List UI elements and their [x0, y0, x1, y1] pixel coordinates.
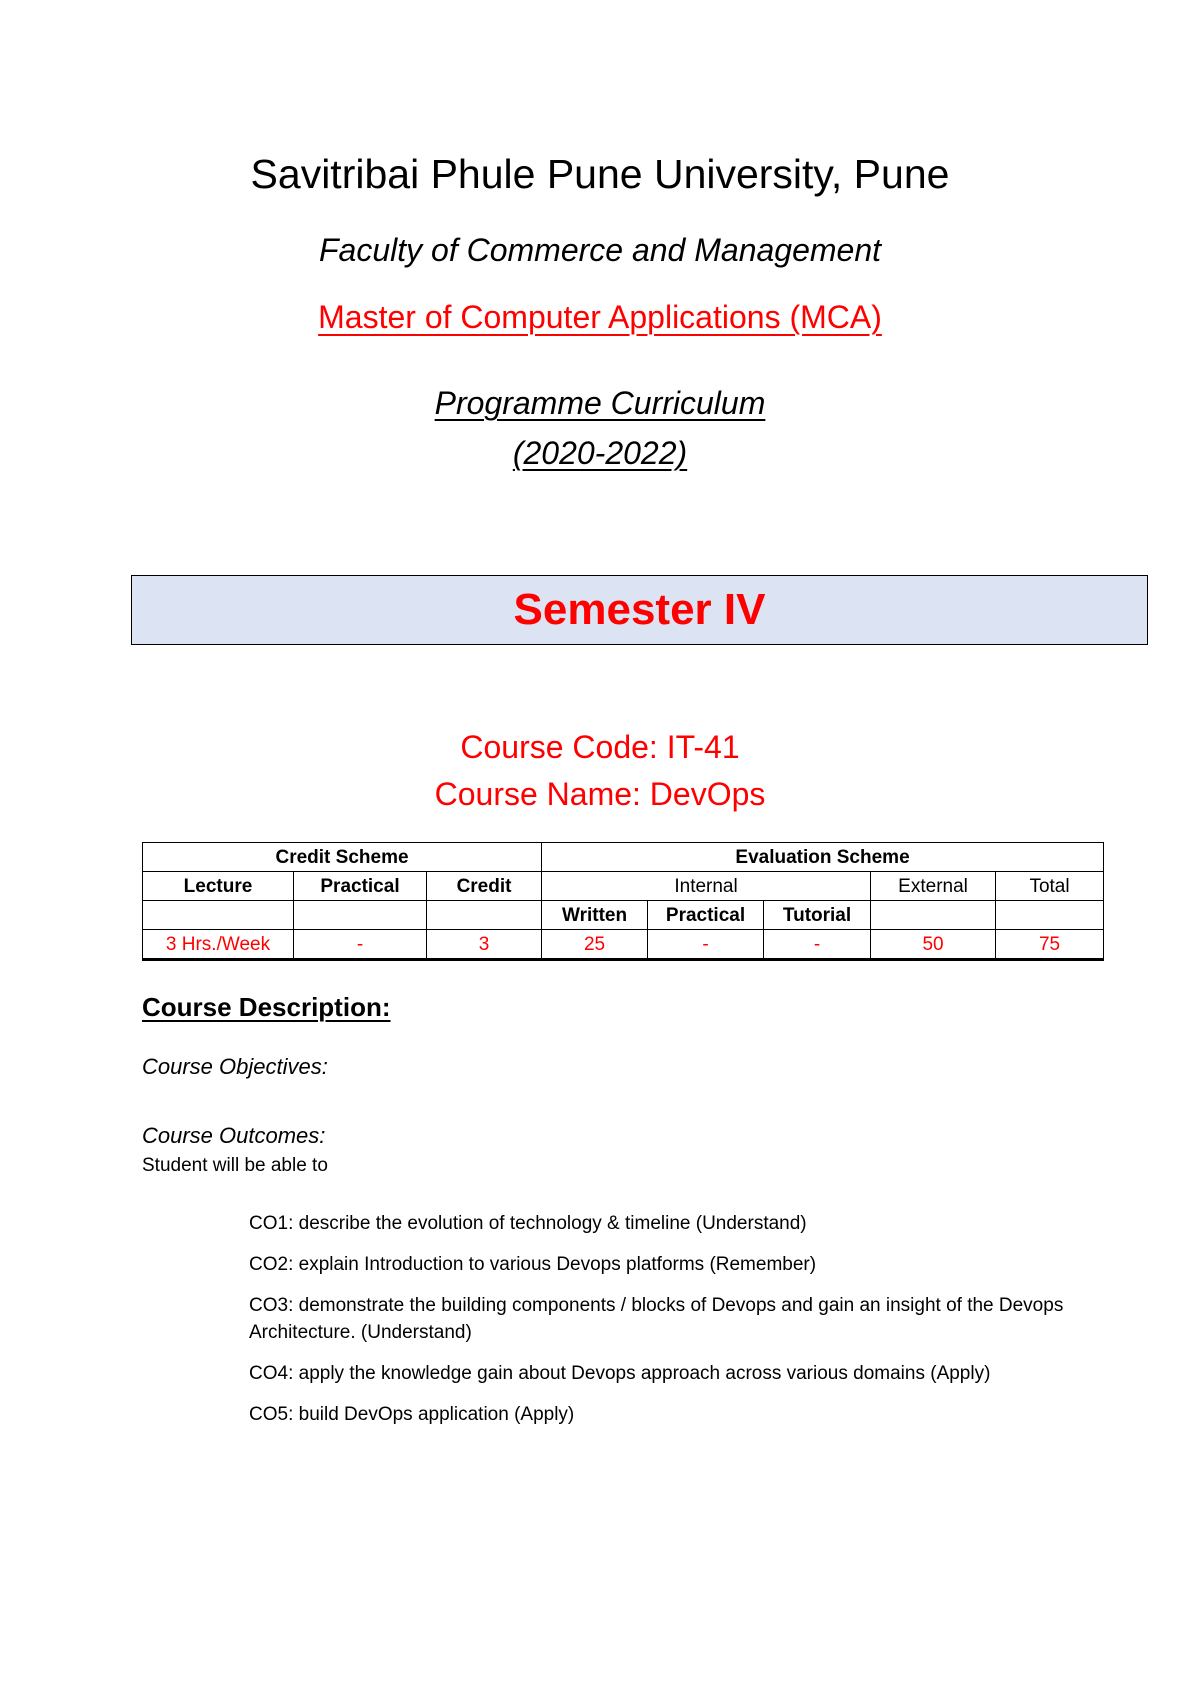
course-code: Course Code: IT-41 [460, 729, 740, 765]
written-header: Written [542, 901, 648, 930]
internal-practical-header: Practical [648, 901, 764, 930]
outcome-item: CO2: explain Introduction to various Devops platforms (Remember) [249, 1254, 817, 1275]
empty-cell [143, 901, 294, 930]
tutorial-header: Tutorial [764, 901, 871, 930]
internal-header: Internal [542, 872, 871, 901]
total-header: Total [996, 872, 1104, 901]
curriculum-title: Programme Curriculum [434, 385, 766, 421]
university-title: Savitribai Phule Pune University, Pune [250, 151, 950, 197]
empty-cell [427, 901, 542, 930]
tutorial-value: - [764, 930, 871, 960]
internal-practical-value: - [648, 930, 764, 960]
lecture-header: Lecture [143, 872, 294, 901]
practical-value: - [294, 930, 427, 960]
course-outcomes-label: Course Outcomes: [142, 1123, 326, 1148]
credit-header: Credit [427, 872, 542, 901]
credit-scheme-header: Credit Scheme [143, 843, 542, 872]
outcome-item: CO1: describe the evolution of technology & timeline (Understand) [249, 1213, 807, 1234]
course-name: Course Name: DevOps [434, 776, 766, 812]
outcome-item: CO5: build DevOps application (Apply) [249, 1404, 575, 1425]
outcomes-intro: Student will be able to [142, 1155, 328, 1176]
outcome-item: CO4: apply the knowledge gain about Devops approach across various domains (Apply) [249, 1363, 991, 1384]
outcome-item: CO3: demonstrate the building components / blocks of Devops and gain an insight of the Devops Architecture. (Understand) [249, 1295, 1064, 1343]
programme-name: Master of Computer Applications (MCA) [318, 299, 882, 335]
written-value: 25 [542, 930, 648, 960]
total-value: 75 [996, 930, 1104, 960]
course-objectives-label: Course Objectives: [142, 1054, 328, 1079]
scheme-table [142, 842, 1104, 961]
external-value: 50 [871, 930, 996, 960]
practical-header: Practical [294, 872, 427, 901]
empty-cell [294, 901, 427, 930]
empty-cell [871, 901, 996, 930]
faculty-name: Faculty of Commerce and Management [318, 232, 882, 268]
evaluation-scheme-header: Evaluation Scheme [542, 843, 1104, 872]
external-header: External [871, 872, 996, 901]
credit-value: 3 [427, 930, 542, 960]
lecture-value: 3 Hrs./Week [143, 930, 294, 960]
course-description-heading: Course Description: [142, 992, 391, 1022]
outcomes-list [249, 1210, 1129, 1442]
semester-banner: Semester IV [131, 575, 1148, 645]
empty-cell [996, 901, 1104, 930]
curriculum-years: (2020-2022) [512, 435, 688, 471]
